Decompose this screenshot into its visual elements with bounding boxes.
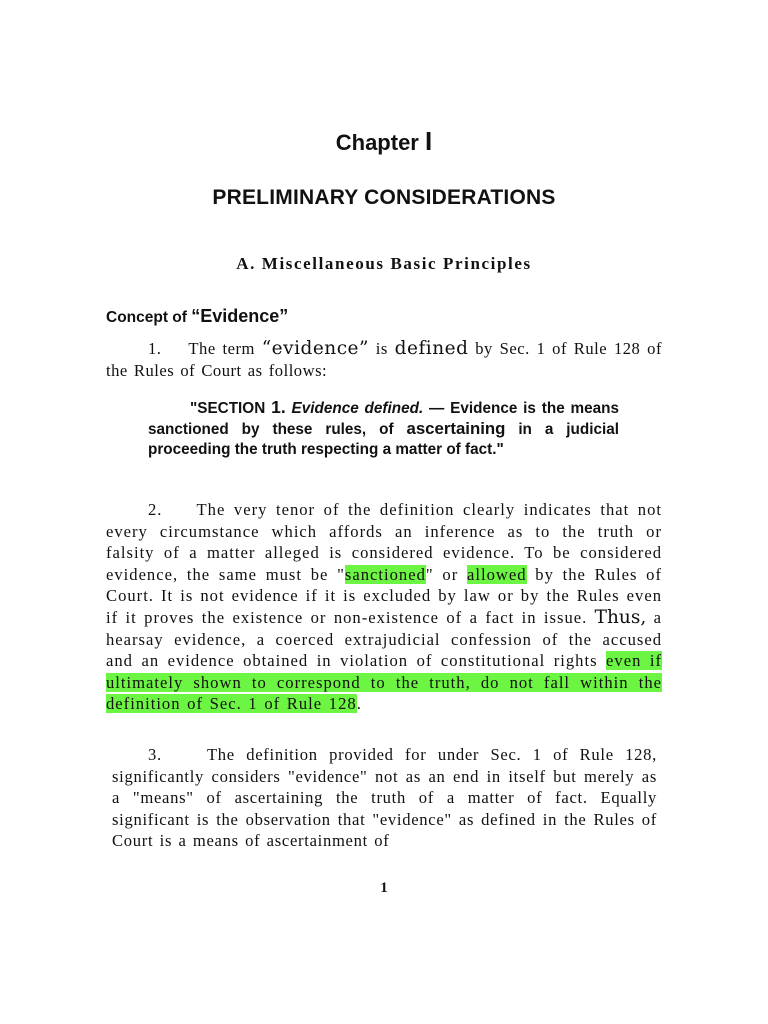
paragraph-number: 1. [148,339,162,358]
paragraph-text: by the Rules of Court. It is not evidence if it is excluded by law or by the Rules even if it proves the existence or non-existence of a fact in issue. [106,564,662,627]
paragraph-text: The term [188,339,255,358]
subsection-prefix: Concept of [106,309,187,326]
chapter-title: PRELIMINARY CONSIDERATIONS [212,186,556,209]
quote-term: ascertaining [406,418,506,438]
paragraph-3 [112,744,657,852]
paragraph-number: 2. [148,500,163,519]
subsection-term: “Evidence” [191,306,289,326]
paragraph-text: a hearsay evidence, a coerced extrajudicial confession of the accused and an evidence obtained in violation of constitutional rights [106,607,662,671]
highlight-conclusion: even if ultimately shown to correspond to the truth, do not fall within the definition of Sec. 1 of Rule 128 [106,651,663,714]
paragraph-text: is [375,339,388,358]
chapter-number: I [425,126,433,156]
paragraph-term: Thus, [594,606,647,628]
quote-section-number: 1. [271,397,286,417]
paragraph-2 [106,499,662,715]
paragraph-number: 3. [148,745,162,764]
section-heading: A. Miscellaneous Basic Principles [236,254,532,273]
highlight-allowed: allowed [466,564,527,584]
quote-italic-title: Evidence defined. [291,400,424,417]
quote-text: "SECTION [190,400,266,417]
page-number: 1 [380,880,388,896]
chapter-label: Chapter [335,130,419,155]
paragraph-text: " or [425,564,459,584]
chapter-heading [0,126,768,157]
paragraph-text: . [356,694,362,714]
paragraph-text: The very tenor of the definition clearly indicates that not every circumstance which affords an inference as to the truth or falsity of a matter alleged is considered evidence. To be considered evidence, the same must be " [106,500,663,584]
highlight-sanctioned: sanctioned [344,564,426,584]
paragraph-1 [106,338,662,381]
quote-text: — Evidence is the means sanctioned by these rules, of [148,400,620,438]
quote-text: in a judicial proceeding the truth respecting a matter of fact." [148,420,619,458]
block-quote [148,398,619,459]
paragraph-text: by Sec. 1 of Rule 128 of the Rules of Court as follows: [106,339,662,380]
paragraph-term: “evidence” [261,338,369,359]
subsection-heading [106,306,288,327]
paragraph-term: defined [394,338,469,359]
paragraph-text: The definition provided for under Sec. 1 of Rule 128, significantly considers "evidence" not as an end in itself but merely as a "means" of ascertaining the truth of a matter of fact. Equally significant is the observation that "evidence" as defined in the Rules of Court is a means of ascertainment of [112,745,657,851]
